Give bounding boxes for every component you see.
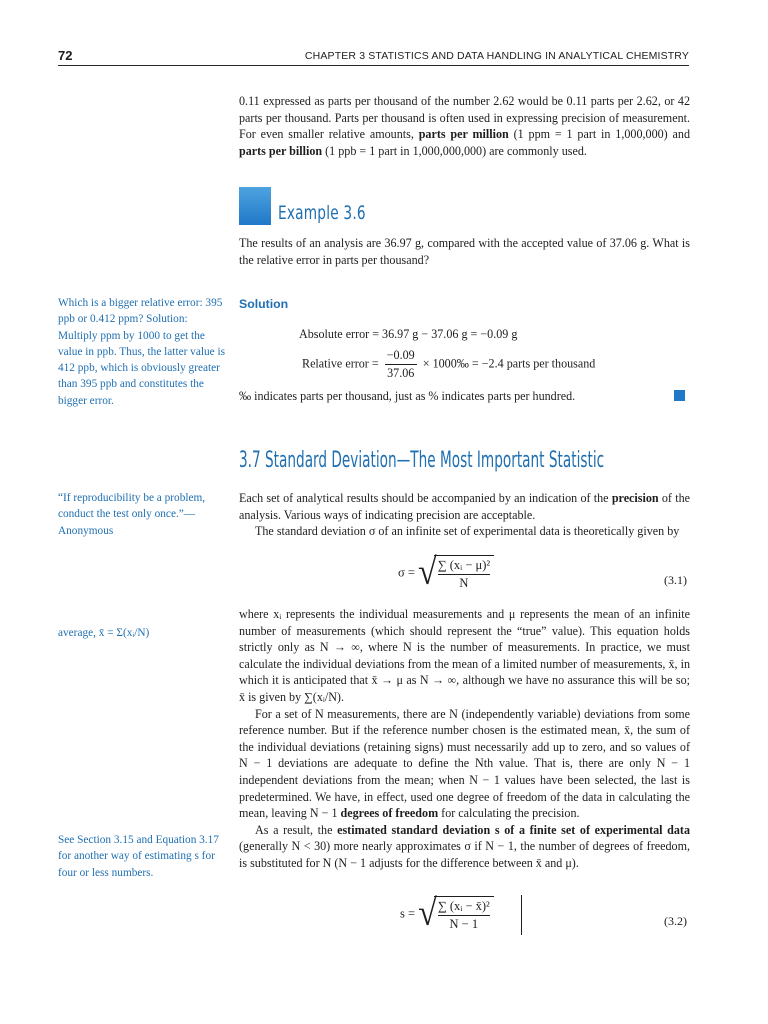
square-root xyxy=(418,552,494,593)
example-marker-box xyxy=(239,187,271,225)
running-head: CHAPTER 3 STATISTICS AND DATA HANDLING IN ANALYTICAL CHEMISTRY xyxy=(304,50,689,62)
header-rule xyxy=(58,65,689,66)
end-of-example-marker xyxy=(674,390,685,401)
intro-paragraph: 0.11 expressed as parts per thousand of the number 2.62 would be 0.11 parts per 2.62, or 42 parts per thousand. Parts per thousand is often used in expressing precision of measurement. For even smaller relative amounts, parts per million (1 ppm = 1 part in 1,000,000) and parts per billion (1 ppb = 1 part in 1,000,000,000) are commonly used. xyxy=(239,94,691,158)
equation-3-1 xyxy=(398,552,494,593)
equation-lhs: s = xyxy=(400,906,416,921)
square-root xyxy=(418,893,494,934)
equation-number-3-1: (3.1) xyxy=(664,573,687,587)
relative-error-prefix: Relative error = xyxy=(302,356,379,371)
radicand xyxy=(434,896,494,932)
margin-note-quote: “If reproducibility be a problem, conduct the test only once.”—Anonymous xyxy=(58,492,206,537)
radicand-denominator: N − 1 xyxy=(449,917,479,931)
equation-3-2 xyxy=(400,893,494,934)
fraction-numerator: −0.09 xyxy=(385,348,417,365)
absolute-error-equation: Absolute error = 36.97 g − 37.06 g = −0.09 g xyxy=(299,327,518,341)
radicand xyxy=(434,555,494,591)
section-body-paragraphs: where xᵢ represents the individual measurements and μ represents the mean of an infinite number of measurements (which should represent the “true” value). This equation holds strictly only as N → ∞, where N is the number of measurements. In practice, we must calculate the individual deviations from the mean of a limited number of measurements, x̄, in which it is anticipated that x̄ → μ as N → ∞, although we have no assurance this will be so; x̄ is given by ∑(xᵢ/N). For a set of N measurements, there are N (independently variable) deviations from some reference number. But if the reference number chosen is the estimated mean, x̄, the sum of the individual deviations (retaining signs) must necessarily add up to zero, and so values of N − 1 deviations are adequate to define the Nth value. That is, there are only N − 1 independent deviations from the mean; when N − 1 values have been selected, the last is predetermined. We have, in effect, used one degree of freedom of the data in calculating the mean, leaving N − 1 degrees of freedom for calculating the precision. As a result, the estimated standard deviation s of a finite set of experimental data (generally N < 30) more nearly approximates σ if N − 1, the number of degrees of freedom, is substituted for N (N − 1 adjusts for the difference between x̄ and μ). xyxy=(239,607,691,870)
section-heading: 3.7 Standard Deviation—The Most Important Statistic xyxy=(239,448,605,473)
page-number: 72 xyxy=(58,48,73,63)
relative-error-equation xyxy=(302,348,595,381)
section-intro-paragraph: Each set of analytical results should be accompanied by an indication of the precision of the analysis. Various ways of indicating precision are acceptable. The standard deviation σ of an infinite set of experimental data is theoretically given by xyxy=(239,491,690,539)
margin-note-see-section: See Section 3.15 and Equation 3.17 for another way of estimating s for four or less numbers. xyxy=(58,834,219,879)
example-title: Example 3.6 xyxy=(278,202,366,224)
margin-note-relative-error: Which is a bigger relative error: 395 ppb or 0.412 ppm? Solution: Multiply ppm by 1000 to get the value in ppb. Thus, the latter value is 412 ppb, which is obviously greater than 395 ppb and constitutes the bigger error. xyxy=(58,297,226,407)
margin-note-average: average, x̄ = Σ(xᵢ/N) xyxy=(58,627,150,639)
radical-sign: √ xyxy=(418,893,437,934)
relative-error-suffix: × 1000‰ = −2.4 parts per thousand xyxy=(422,356,596,371)
permil-note: ‰ indicates parts per thousand, just as % indicates parts per hundred. xyxy=(239,389,576,403)
example-problem: The results of an analysis are 36.97 g, compared with the accepted value of 37.06 g. What is the relative error in parts per thousand? xyxy=(239,236,690,267)
radical-sign: √ xyxy=(418,552,437,593)
relative-error-fraction xyxy=(385,348,417,381)
radicand-numerator: ∑ (xᵢ − x̄)² xyxy=(438,899,490,916)
radicand-numerator: ∑ (xᵢ − μ)² xyxy=(438,558,490,575)
equation-lhs: σ = xyxy=(398,565,415,580)
radicand-denominator: N xyxy=(459,576,469,590)
equation-box-rule xyxy=(521,895,522,935)
fraction-denominator: 37.06 xyxy=(387,366,415,380)
equation-number-3-2: (3.2) xyxy=(664,914,687,928)
solution-label: Solution xyxy=(239,297,289,311)
